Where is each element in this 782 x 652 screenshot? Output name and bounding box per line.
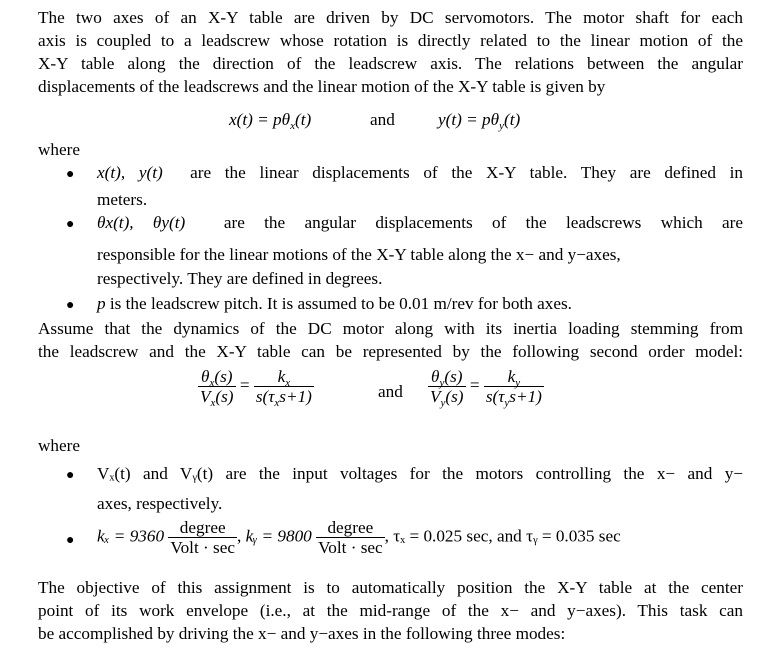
bullet-4-line-1: Vₓ(t) and Vᵧ(t) are the input voltages for the motors controlling the x− and y− (97, 464, 743, 483)
intro-line-3: X-Y table along the direction of the leadscrew axis. The relations between the angular (38, 54, 743, 73)
intro-line-4: displacements of the leadscrews and the linear motion of the X-Y table is given by (38, 77, 606, 96)
assume-line-1: Assume that the dynamics of the DC motor along with its inertia loading stemming from (38, 319, 743, 338)
where-label-2: where (38, 436, 80, 455)
bullet-icon: ● (66, 533, 75, 548)
objective-line-3: be accomplished by driving the x− and y−axes in the following three modes: (38, 624, 566, 643)
bullet-2-line-2: responsible for the linear motions of the X-Y table along the x− and y−axes, (97, 245, 621, 264)
assume-line-2: the leadscrew and the X-Y table can be represented by the following second order model: (38, 342, 743, 361)
bullet-1-line-2: meters. (97, 190, 148, 209)
objective-line-2: point of its work envelope (i.e., at the mid-range of the x− and y−axes). This task can (38, 601, 743, 620)
equation-and: and (370, 110, 395, 129)
bullet-2-line-3: respectively. They are defined in degrees. (97, 269, 383, 288)
where-label-1: where (38, 140, 80, 159)
objective-line-1: The objective of this assignment is to automatically position the X-Y table at the center (38, 578, 743, 597)
transfer-function-x: $\frac{\theta_x(s)}{V_x(s)}$ = $\frac{k_x}{s(\tau_xs+1)}$ (200, 367, 312, 409)
bullet-icon: ● (66, 298, 75, 313)
bullet-2-line-1: θx(t), θy(t) are the angular displacements of the leadscrews which are (97, 213, 743, 232)
bullet-1-line-1: x(t), y(t) are the linear displacements of the X-Y table. They are defined in (97, 163, 744, 182)
bullet-icon: ● (66, 167, 75, 182)
transfer-function-y: $\frac{\theta_y(s)}{V_y(s)}$ = $\frac{k_y}{s(\tau_ys+1)}$ (430, 367, 542, 409)
bullet-4-line-2: axes, respectively. (97, 494, 223, 513)
bullet-3-line-1: p is the leadscrew pitch. It is assumed to be 0.01 m/rev for both axes. (97, 294, 572, 313)
bullet-5-constants: kₓ = 9360 $\frac{\text{degree}}{\text{Volt · sec}}$ , kᵧ = 9800 $\frac{\text{degree}}{\text{Volt · sec}}$ , τₓ = 0.025 sec, and τᵧ = 0.035 sec (97, 518, 621, 557)
equation-x: $x(t) = p\theta_x(t)$ (229, 110, 312, 132)
transfer-function-and: and (378, 382, 403, 401)
bullet-icon: ● (66, 217, 75, 232)
equation-y: $y(t) = p\theta_y(t)$ (438, 110, 521, 132)
intro-line-1: The two axes of an X-Y table are driven by DC servomotors. The motor shaft for each (38, 8, 743, 27)
bullet-icon: ● (66, 468, 75, 483)
intro-line-2: axis is coupled to a leadscrew whose rotation is directly related to the linear motion of the (38, 31, 743, 50)
